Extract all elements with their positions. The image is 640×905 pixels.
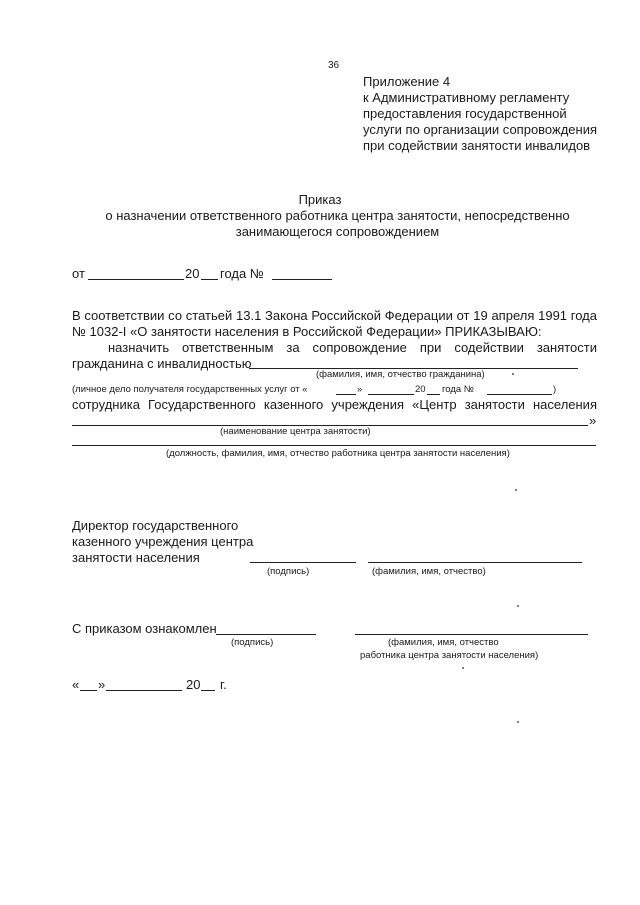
position-name-field xyxy=(72,445,596,446)
citizen-name-caption: (фамилия, имя, отчество гражданина) xyxy=(316,369,485,380)
final-date-year: 20 xyxy=(186,677,201,692)
acknowledged-name-caption-1: (фамилия, имя, отчество xyxy=(388,637,499,648)
director-line-1: Директор государственного xyxy=(72,518,239,533)
date-year-field xyxy=(201,279,218,280)
body-para2-line2: гражданина с инвалидностью xyxy=(72,356,252,371)
title-line-2: о назначении ответственного работника центра занятости, непосредственно xyxy=(105,208,570,223)
acknowledged-name-field xyxy=(355,634,588,635)
final-date-open-quote: « xyxy=(72,677,80,692)
case-file-close: ) xyxy=(553,384,557,395)
date-field xyxy=(88,279,184,280)
scan-dot xyxy=(512,373,514,375)
scan-dot xyxy=(517,721,519,723)
director-signature-field xyxy=(250,562,356,563)
case-file-year: 20 xyxy=(415,384,426,395)
appendix-line-1: Приложение 4 xyxy=(363,74,451,89)
appendix-line-5: при содействии занятости инвалидов xyxy=(363,138,591,153)
acknowledged-name-caption-2: работника центра занятости населения) xyxy=(360,650,539,661)
scan-dot xyxy=(462,667,464,669)
appendix-line-4: услуги по организации сопровождения xyxy=(363,122,598,137)
case-file-year-field xyxy=(427,394,440,395)
appendix-line-3: предоставления государственной xyxy=(363,106,567,121)
final-date-year-suffix: г. xyxy=(220,677,227,692)
position-name-caption: (должность, фамилия, имя, отчество работника центра занятости населения) xyxy=(166,448,510,459)
date-from-label: от xyxy=(72,266,85,281)
director-name-caption: (фамилия, имя, отчество) xyxy=(372,566,486,577)
final-date-close-quote: » xyxy=(98,677,106,692)
director-line-2: казенного учреждения центра xyxy=(72,534,254,549)
case-file-number-field xyxy=(487,394,552,395)
title-line-1: Приказ xyxy=(298,192,342,207)
case-file-mid: » xyxy=(357,384,363,395)
director-line-3: занятости населения xyxy=(72,550,200,565)
scan-dot xyxy=(517,605,519,607)
body-para1-line2: № 1032-I «О занятости населения в Российской Федерации» ПРИКАЗЫВАЮ: xyxy=(72,324,542,339)
acknowledged-signature-caption: (подпись) xyxy=(231,637,274,648)
final-date-month-field xyxy=(106,690,182,691)
employee-line: сотрудника Государственного казенного учреждения «Центр занятости населения xyxy=(72,397,597,412)
date-year-suffix: года № xyxy=(220,266,264,281)
case-file-prefix: (личное дело получателя государственных услуг от « xyxy=(72,384,308,395)
final-date-day-field xyxy=(80,690,97,691)
case-file-month-field xyxy=(368,394,414,395)
scan-dot xyxy=(515,489,517,491)
closing-quote: » xyxy=(589,413,597,428)
director-name-field xyxy=(368,562,582,563)
page-number: 36 xyxy=(328,60,340,71)
title-line-3: занимающегося сопровождением xyxy=(235,224,440,239)
body-para2-line1: назначить ответственным за сопровождение при содействии занятости xyxy=(108,340,597,355)
case-file-year-suffix: года № xyxy=(442,384,474,395)
order-number-field xyxy=(272,279,332,280)
date-year-prefix: 20 xyxy=(185,266,200,281)
acknowledged-label: С приказом ознакомлен xyxy=(72,621,217,636)
body-para1-line1: В соответствии со статьей 13.1 Закона Российской Федерации от 19 апреля 1991 года xyxy=(72,308,597,323)
director-signature-caption: (подпись) xyxy=(267,566,310,577)
center-name-caption: (наименование центра занятости) xyxy=(220,426,371,437)
acknowledged-signature-field xyxy=(216,634,316,635)
appendix-line-2: к Административному регламенту xyxy=(363,90,570,105)
case-file-day-field xyxy=(336,394,356,395)
final-date-year-field xyxy=(201,690,215,691)
